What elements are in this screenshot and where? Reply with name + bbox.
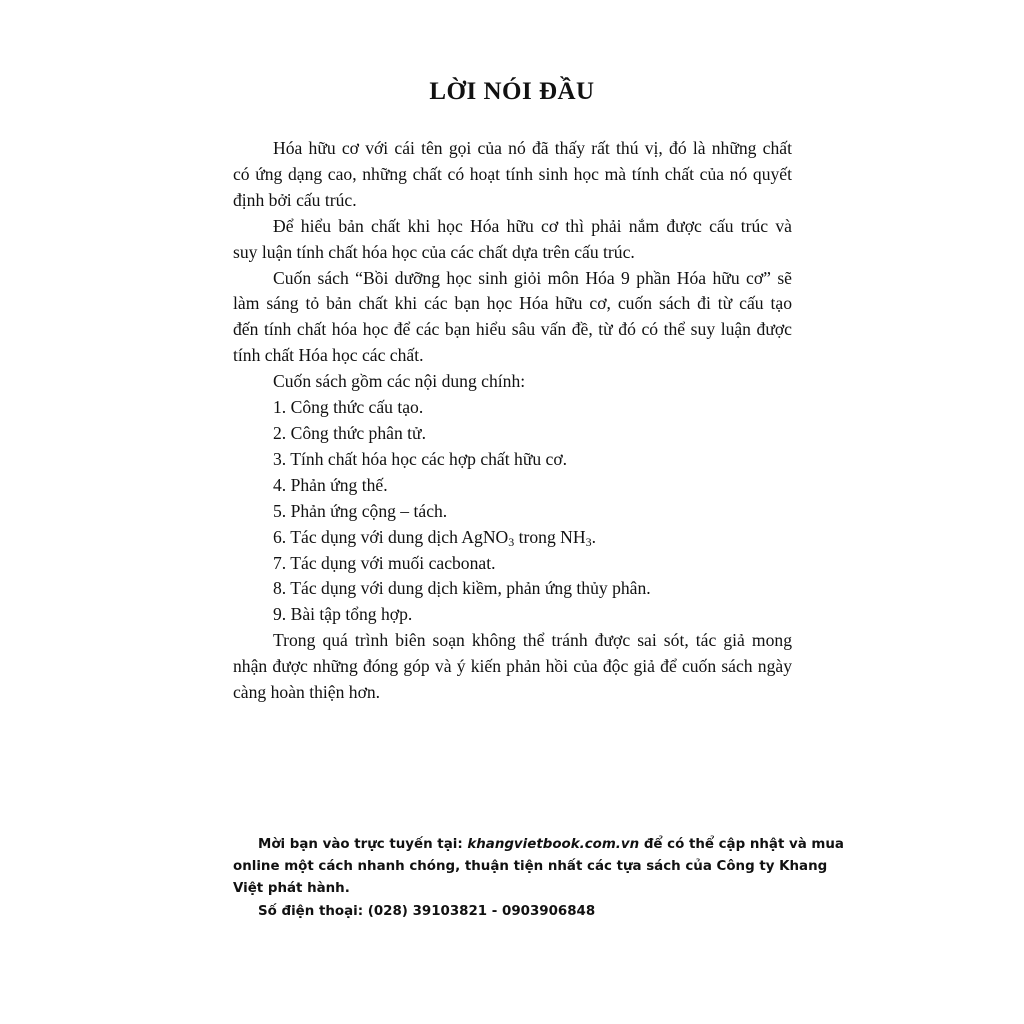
list-item: 5. Phản ứng cộng – tách. bbox=[273, 500, 448, 521]
list-item-text: trong NH bbox=[514, 526, 586, 547]
publisher-footer bbox=[233, 834, 844, 923]
list-item: 1. Công thức cấu tạo. bbox=[273, 397, 424, 418]
footer-text: Mời bạn vào trực tuyến tại: bbox=[258, 837, 468, 852]
list-item: 2. Công thức phân tử. bbox=[273, 422, 426, 443]
text-line: có ứng dạng cao, những chất có hoạt tính sinh học mà tính chất của nó quyết bbox=[233, 163, 792, 184]
text-line: càng hoàn thiện hơn. bbox=[233, 682, 381, 703]
list-item: 9. Bài tập tổng hợp. bbox=[273, 604, 413, 625]
text-line: suy luận tính chất hóa học của các chất dựa trên cấu trúc. bbox=[233, 241, 635, 262]
text-line: Cuốn sách “Bồi dưỡng học sinh giỏi môn Hóa 9 phần Hóa hữu cơ” sẽ bbox=[273, 267, 792, 288]
text-line: Hóa hữu cơ với cái tên gọi của nó đã thấy rất thú vị, đó là những chất bbox=[273, 138, 792, 158]
text-line: định bởi cấu trúc. bbox=[233, 189, 357, 210]
list-item bbox=[233, 525, 792, 551]
list-item: 3. Tính chất hóa học các hợp chất hữu cơ. bbox=[273, 448, 568, 469]
page-title: LỜI NÓI ĐẦU bbox=[429, 78, 595, 105]
subscript: 3 bbox=[508, 534, 515, 549]
paragraph-4 bbox=[233, 369, 792, 395]
footer-line: online một cách nhanh chóng, thuận tiện nhất các tựa sách của Công ty Khang bbox=[233, 859, 828, 875]
footer-line bbox=[233, 834, 844, 856]
text-line: đến tính chất hóa học để các bạn hiểu sâu vấn đề, từ đó có thể suy luận được bbox=[233, 319, 792, 340]
text-line: Cuốn sách gồm các nội dung chính: bbox=[273, 371, 526, 392]
text-line: làm sáng tỏ bản chất khi các bạn học Hóa hữu cơ, cuốn sách đi từ cấu tạo bbox=[233, 293, 792, 314]
text-line: Để hiểu bản chất khi học Hóa hữu cơ thì phải nắm được cấu trúc và bbox=[273, 215, 792, 236]
phone-number: Số điện thoại: (028) 39103821 - 0903906848 bbox=[258, 903, 596, 919]
closing-paragraph bbox=[233, 628, 792, 706]
paragraph-1 bbox=[233, 136, 792, 214]
subscript: 3 bbox=[585, 534, 592, 549]
website-link[interactable]: khangvietbook.com.vn bbox=[467, 837, 640, 852]
list-item: 8. Tác dụng với dung dịch kiềm, phản ứng thủy phân. bbox=[273, 578, 651, 599]
list-item-text: . bbox=[591, 526, 596, 547]
text-line: Trong quá trình biên soạn không thể tránh được sai sót, tác giả mong bbox=[273, 630, 792, 651]
list-item: 4. Phản ứng thế. bbox=[273, 474, 388, 495]
list-item-text: 6. Tác dụng với dung dịch AgNO bbox=[273, 526, 509, 547]
paragraph-3 bbox=[233, 266, 792, 370]
paragraph-2 bbox=[233, 214, 792, 266]
footer-text: để có thể cập nhật và mua bbox=[639, 837, 844, 852]
list-item: 7. Tác dụng với muối cacbonat. bbox=[273, 552, 496, 573]
text-line: tính chất Hóa học các chất. bbox=[233, 345, 424, 366]
footer-line: Việt phát hành. bbox=[233, 881, 350, 897]
text-line: nhận được những đóng góp và ý kiến phản hồi của độc giả để cuốn sách ngày bbox=[233, 656, 792, 677]
contents-list bbox=[233, 395, 792, 628]
preface-body bbox=[233, 136, 792, 706]
